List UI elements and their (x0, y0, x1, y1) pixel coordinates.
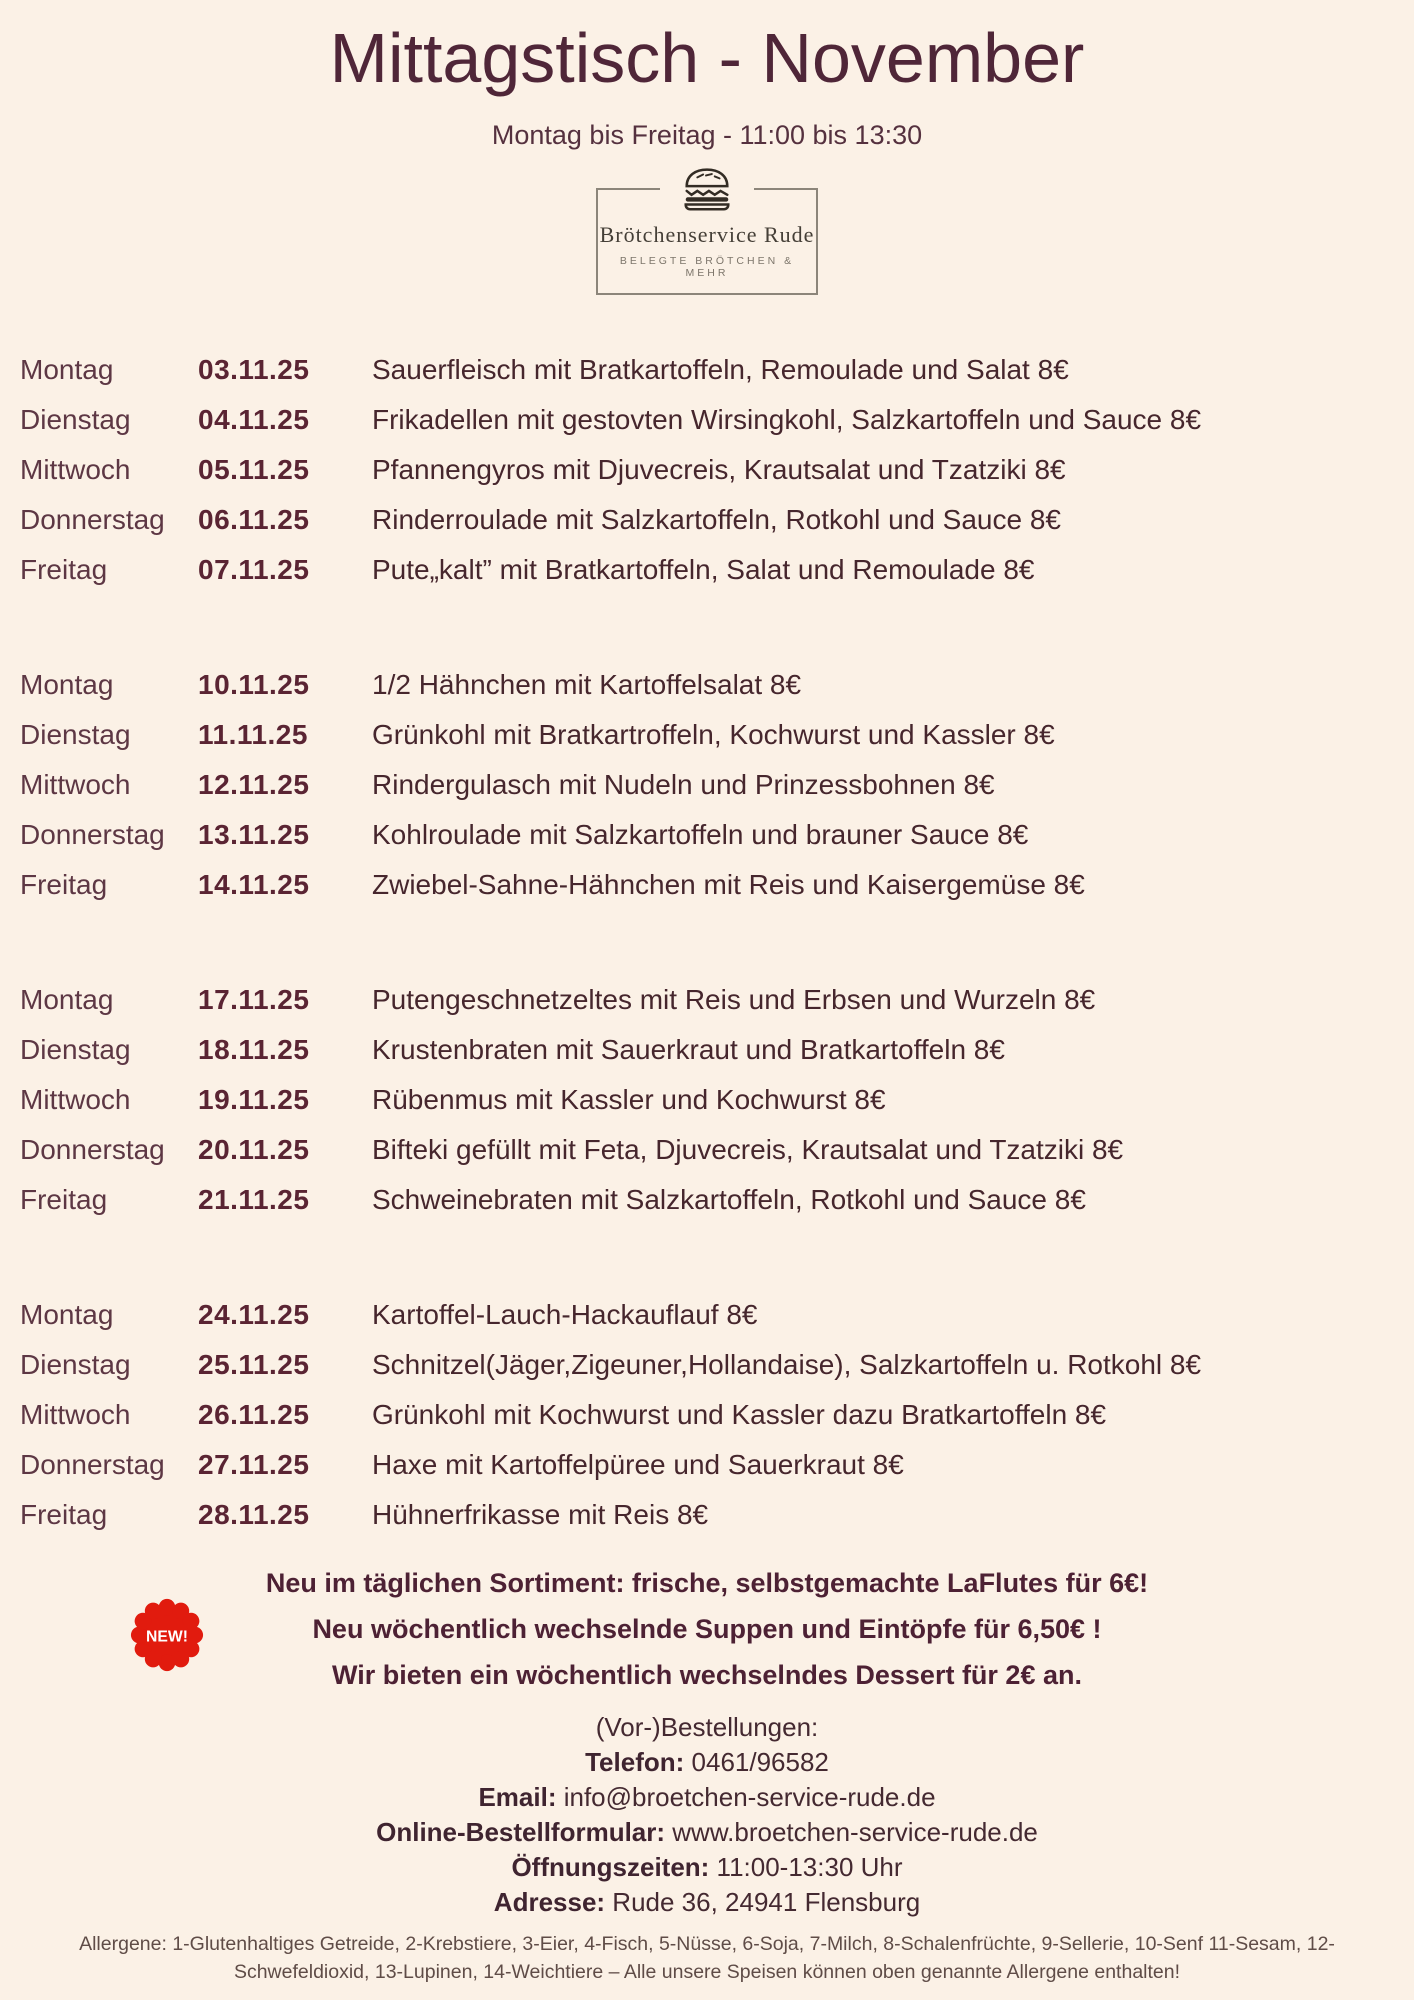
menu-day: Montag (20, 984, 114, 1015)
menu-dish: Putengeschnetzeltes mit Reis und Erbsen und Wurzeln 8€ (372, 984, 1096, 1015)
menu-date: 20.11.25 (198, 1134, 310, 1165)
brand-name: Brötchenservice Rude (599, 222, 815, 247)
menu-day: Freitag (20, 1499, 108, 1530)
menu-row (20, 1125, 1394, 1175)
menu-row (20, 1025, 1394, 1075)
menu-date: 06.11.25 (198, 504, 310, 535)
contact-line: Email: info@broetchen-service-rude.de (478, 1782, 936, 1812)
contact-label: Adresse: (493, 1887, 606, 1917)
menu-day: Donnerstag (20, 1134, 165, 1165)
menu-dish: Kohlroulade mit Salzkartoffeln und brauner Sauce 8€ (372, 819, 1029, 850)
menu-day: Freitag (20, 869, 108, 900)
menu-row (20, 495, 1394, 545)
menu-dish: Frikadellen mit gestovten Wirsingkohl, Salzkartoffeln und Sauce 8€ (372, 404, 1202, 435)
promo-line: Neu im täglichen Sortiment: frische, selbstgemachte LaFlutes für 6€! (265, 1568, 1149, 1598)
menu-row (20, 1490, 1394, 1540)
menu-dish: Bifteki gefüllt mit Feta, Djuvecreis, Krautsalat und Tzatziki 8€ (372, 1134, 1124, 1165)
menu-date: 13.11.25 (198, 819, 310, 850)
menu-date: 12.11.25 (198, 769, 310, 800)
menu-day: Dienstag (20, 1349, 131, 1380)
menu-row (20, 545, 1394, 595)
menu-day: Mittwoch (20, 769, 131, 800)
menu-dish: Grünkohl mit Bratkartroffeln, Kochwurst und Kassler 8€ (372, 719, 1055, 750)
menu-row (20, 1075, 1394, 1125)
menu-row (20, 760, 1394, 810)
contact-section (0, 1710, 1414, 1920)
menu-row (20, 1175, 1394, 1225)
menu-list (20, 345, 1394, 1605)
menu-dish: Haxe mit Kartoffelpüree und Sauerkraut 8€ (372, 1449, 904, 1480)
page-title: Mittagstisch - November (329, 19, 1085, 97)
brand-tagline: BELEGTE BRÖTCHEN & MEHR (619, 255, 795, 279)
menu-dish: Kartoffel-Lauch-Hackauflauf 8€ (372, 1299, 758, 1330)
menu-row (20, 660, 1394, 710)
promo-line: Wir bieten ein wöchentlich wechselndes Dessert für 2€ an. (332, 1660, 1082, 1690)
contact-line: Öffnungszeiten: 11:00-13:30 Uhr (511, 1852, 903, 1882)
menu-date: 27.11.25 (198, 1449, 310, 1480)
menu-row (20, 710, 1394, 760)
contact-line: Telefon: 0461/96582 (585, 1747, 829, 1777)
menu-day: Montag (20, 1299, 114, 1330)
menu-date: 04.11.25 (198, 404, 310, 435)
menu-date: 26.11.25 (198, 1399, 310, 1430)
menu-day: Freitag (20, 554, 108, 585)
menu-dish: Krustenbraten mit Sauerkraut und Bratkartoffeln 8€ (372, 1034, 1005, 1065)
menu-day: Montag (20, 354, 114, 385)
menu-day: Freitag (20, 1184, 108, 1215)
menu-dish: Rinderroulade mit Salzkartoffeln, Rotkohl und Sauce 8€ (372, 504, 1061, 535)
brand-logo (596, 188, 818, 295)
menu-date: 18.11.25 (198, 1034, 310, 1065)
promo-line: Neu wöchentlich wechselnde Suppen und Eintöpfe für 6,50€ ! (312, 1614, 1102, 1644)
menu-row (20, 395, 1394, 445)
menu-week (20, 975, 1394, 1225)
burger-icon (660, 166, 754, 212)
contact-heading: (Vor-)Bestellungen: (595, 1712, 819, 1742)
menu-dish: Rindergulasch mit Nudeln und Prinzessbohnen 8€ (372, 769, 995, 800)
menu-day: Donnerstag (20, 819, 165, 850)
page-subtitle: Montag bis Freitag - 11:00 bis 13:30 (491, 120, 923, 150)
contact-label: Email: (478, 1782, 557, 1812)
menu-date: 10.11.25 (198, 669, 310, 700)
menu-dish: Pute„kalt” mit Bratkartoffeln, Salat und Remoulade 8€ (372, 554, 1035, 585)
menu-date: 21.11.25 (198, 1184, 310, 1215)
menu-row (20, 860, 1394, 910)
menu-day: Mittwoch (20, 1399, 131, 1430)
menu-date: 07.11.25 (198, 554, 310, 585)
menu-day: Donnerstag (20, 504, 165, 535)
menu-day: Dienstag (20, 719, 131, 750)
menu-day: Mittwoch (20, 454, 131, 485)
menu-dish: Schweinebraten mit Salzkartoffeln, Rotkohl und Sauce 8€ (372, 1184, 1086, 1215)
menu-dish: Pfannengyros mit Djuvecreis, Krautsalat und Tzatziki 8€ (372, 454, 1066, 485)
menu-day: Dienstag (20, 404, 131, 435)
menu-date: 25.11.25 (198, 1349, 310, 1380)
menu-dish: Grünkohl mit Kochwurst und Kassler dazu Bratkartoffeln 8€ (372, 1399, 1107, 1430)
menu-dish: Rübenmus mit Kassler und Kochwurst 8€ (372, 1084, 886, 1115)
menu-dish: Sauerfleisch mit Bratkartoffeln, Remoulade und Salat 8€ (372, 354, 1069, 385)
contact-line: Online-Bestellformular: www.broetchen-service-rude.de (376, 1817, 1038, 1847)
menu-date: 03.11.25 (198, 354, 310, 385)
menu-day: Donnerstag (20, 1449, 165, 1480)
menu-date: 28.11.25 (198, 1499, 310, 1530)
menu-dish: 1/2 Hähnchen mit Kartoffelsalat 8€ (372, 669, 802, 700)
menu-dish: Schnitzel(Jäger,Zigeuner,Hollandaise), Salzkartoffeln u. Rotkohl 8€ (372, 1349, 1202, 1380)
contact-label: Öffnungszeiten: (511, 1852, 710, 1882)
menu-row (20, 1290, 1394, 1340)
menu-date: 24.11.25 (198, 1299, 310, 1330)
menu-date: 17.11.25 (198, 984, 310, 1015)
menu-row (20, 1390, 1394, 1440)
menu-week (20, 1290, 1394, 1540)
menu-day: Dienstag (20, 1034, 131, 1065)
contact-label: Telefon: (585, 1747, 685, 1777)
menu-date: 11.11.25 (198, 719, 308, 750)
menu-dish: Zwiebel-Sahne-Hähnchen mit Reis und Kaisergemüse 8€ (372, 869, 1085, 900)
promo-section (0, 1560, 1414, 1698)
contact-label: Online-Bestellformular: (376, 1817, 666, 1847)
menu-row (20, 1440, 1394, 1490)
menu-week (20, 345, 1394, 595)
menu-row (20, 810, 1394, 860)
menu-date: 14.11.25 (198, 869, 310, 900)
menu-day: Mittwoch (20, 1084, 131, 1115)
allergen-note: Allergene: 1-Glutenhaltiges Getreide, 2-Krebstiere, 3-Eier, 4-Fisch, 5-Nüsse, 6-Soja, 7-Milch, 8-Schalenfrüchte, 9-Sellerie, 10-Senf 11-Sesam, 12-Schwefeldioxid, 13-Lupinen, 14-Weichtiere – Alle unsere Speisen können oben genannte Allergene enthalten! (79, 1933, 1335, 1983)
menu-day: Montag (20, 669, 114, 700)
menu-row (20, 975, 1394, 1025)
menu-row (20, 345, 1394, 395)
menu-date: 05.11.25 (198, 454, 310, 485)
menu-dish: Hühnerfrikasse mit Reis 8€ (372, 1499, 709, 1530)
menu-week (20, 660, 1394, 910)
menu-row (20, 1340, 1394, 1390)
contact-line: Adresse: Rude 36, 24941 Flensburg (493, 1887, 921, 1917)
menu-row (20, 445, 1394, 495)
new-badge-label: NEW! (146, 1628, 188, 1646)
menu-date: 19.11.25 (198, 1084, 310, 1115)
